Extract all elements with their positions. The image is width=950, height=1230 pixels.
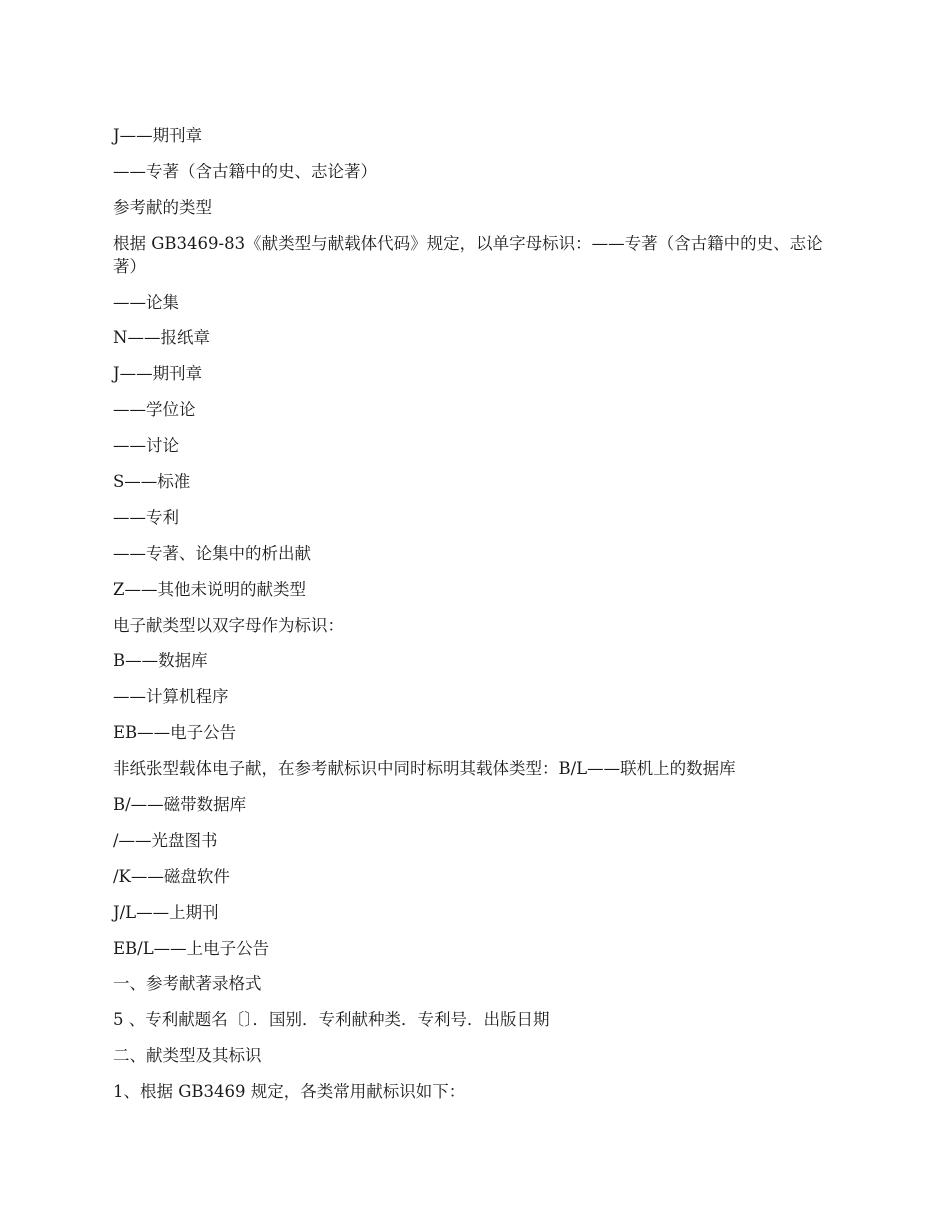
text-line: ——专著、论集中的析出献 xyxy=(113,543,311,563)
text-line: ——论集 xyxy=(113,292,179,312)
text-line: 非纸张型载体电子献，在参考献标识中同时标明其载体类型：B/L——联机上的数据库 xyxy=(113,759,736,779)
text-line: B/——磁带数据库 xyxy=(113,795,247,815)
text-line: J——期刊章 xyxy=(113,364,203,384)
text-line: ——专利 xyxy=(113,507,179,527)
text-line: ——讨论 xyxy=(113,436,179,456)
text-line: ——专著（含古籍中的史、志论著） xyxy=(113,161,377,181)
text-line: /K——磁盘软件 xyxy=(113,866,230,886)
text-line: ——计算机程序 xyxy=(113,687,229,707)
text-line: 根据 GB3469-83《献类型与献载体代码》规定，以单字母标识：——专著（含古籍中的史、志论著） xyxy=(113,233,823,276)
text-line: N——报纸章 xyxy=(113,328,210,348)
text-line: /——光盘图书 xyxy=(113,830,218,850)
text-line: 1、根据 GB3469 规定，各类常用献标识如下： xyxy=(113,1082,466,1102)
text-line: B——数据库 xyxy=(113,651,208,671)
text-line: 二、献类型及其标识 xyxy=(113,1046,262,1066)
text-line: ——学位论 xyxy=(113,400,196,420)
text-line: Z——其他未说明的献类型 xyxy=(113,579,306,599)
text-line: J/L——上期刊 xyxy=(113,902,219,922)
text-line: 一、参考献著录格式 xyxy=(113,974,262,994)
text-line: S——标准 xyxy=(113,472,191,492)
text-line: 电子献类型以双字母作为标识： xyxy=(113,615,344,635)
text-line: J——期刊章 xyxy=(113,126,203,145)
document-body xyxy=(113,124,833,1116)
text-line: EB——电子公告 xyxy=(113,723,237,743)
text-line: EB/L——上电子公告 xyxy=(113,938,270,958)
text-line: 参考献的类型 xyxy=(113,197,212,217)
text-line: 5 、专利献题名〔〕．国别．专利献种类．专利号．出版日期 xyxy=(113,1010,550,1030)
